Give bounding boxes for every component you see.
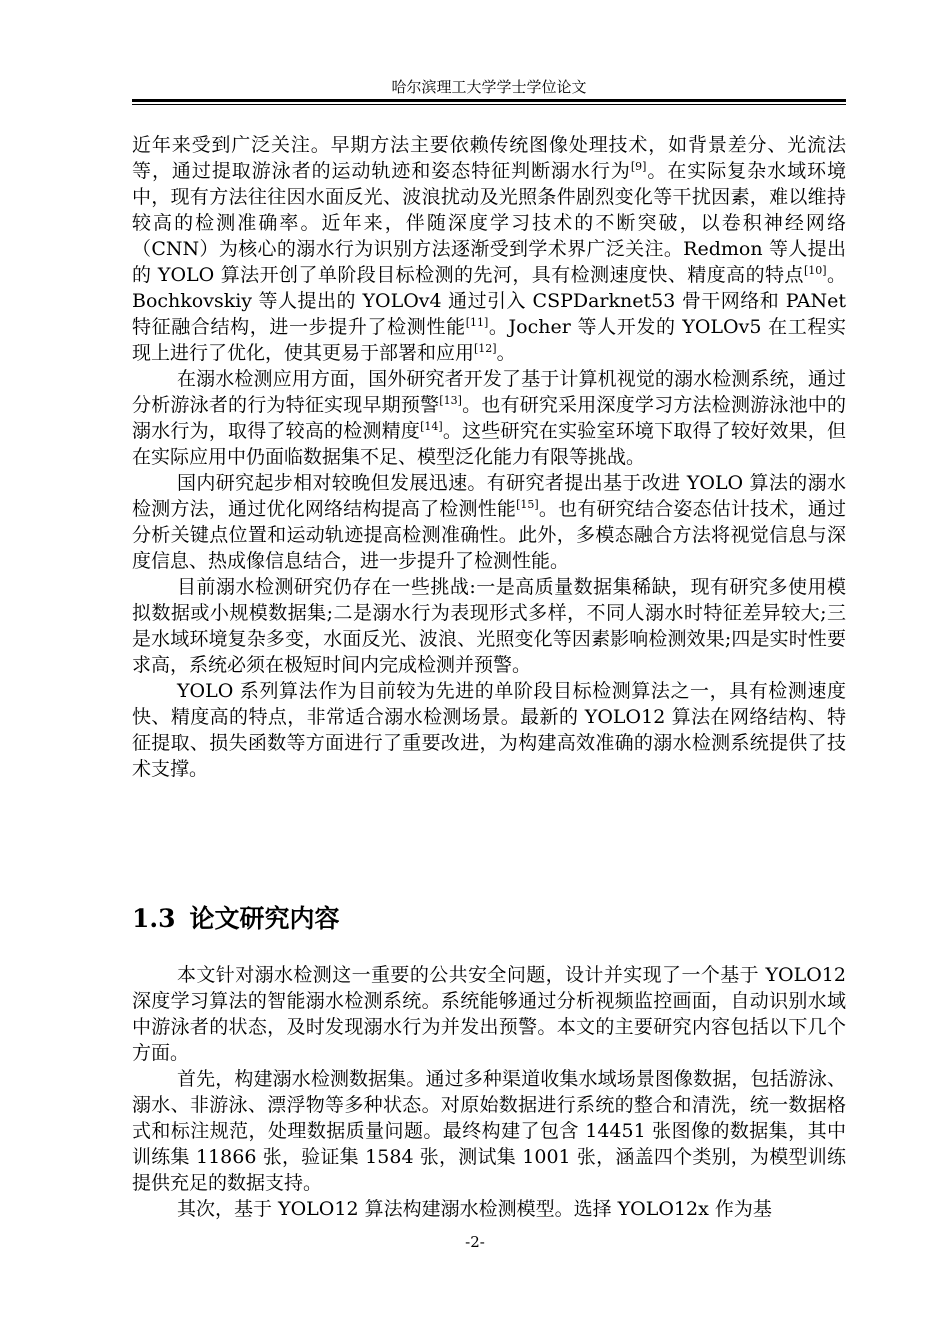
text-run: 。Jocher 等人开发的 YOLOv5 在工程实现上进行了优化，使其更易于部署和应用 <box>132 316 846 364</box>
body-text-top <box>132 132 846 782</box>
section-number: 1.3 <box>132 904 176 933</box>
citation: [15] <box>516 498 539 511</box>
text-run: 。这些研究在实验室环境下取得了较好效果，但在实际应用中仍面临数据集不足、模型泛化能力有限等挑战。 <box>132 420 846 468</box>
header-title: 哈尔滨理工大学学士学位论文 <box>391 78 587 96</box>
text-run: 。在实际复杂水域环境中，现有方法往往因水面反光、波浪扰动及光照条件剧烈变化等干扰因素，难以维持较高的检测准确率。近年来，伴随深度学习技术的不断突破，以卷积神经网络（CNN）为核心的溺水行为识别方法逐渐受到学术界广泛关注。Redmon 等人提出的 YOLO 算法开创了单阶段目标检测的先河，具有检测速度快、精度高的特点 <box>132 160 846 286</box>
text-run: 其次，基于 YOLO12 算法构建溺水检测模型。选择 YOLO12x 作为基 <box>177 1198 772 1220</box>
header-rule-thin <box>132 104 846 105</box>
text-run: 在溺水检测应用方面，国外研究者开发了基于计算机视觉的溺水检测系统，通过分析游泳者的行为特征实现早期预警 <box>132 368 846 416</box>
citation: [11] <box>465 316 489 329</box>
text-run: 本文针对溺水检测这一重要的公共安全问题，设计并实现了一个基于 YOLO12 深度学习算法的智能溺水检测系统。系统能够通过分析视频监控画面，自动识别水域中游泳者的状态，及时发现溺水行为并发出预警。本文的主要研究内容包括以下几个方面。 <box>132 964 846 1064</box>
citation: [13] <box>439 394 462 407</box>
text-run: 首先，构建溺水检测数据集。通过多种渠道收集水域场景图像数据，包括游泳、溺水、非游泳、漂浮物等多种状态。对原始数据进行系统的整合和清洗，统一数据格式和标注规范，处理数据质量问题。最终构建了包含 14451 张图像的数据集，其中训练集 11866 张，验证集 1584 张，测试集 1001 张，涵盖四个类别，为模型训练提供充足的数据支持。 <box>132 1068 846 1194</box>
text-run: 国内研究起步相对较晚但发展迅速。有研究者提出基于改进 YOLO 算法的溺水检测方法，通过优化网络结构提高了检测性能 <box>132 472 846 520</box>
paragraph <box>132 366 846 470</box>
page-header <box>132 66 846 100</box>
text-run: 。Bochkovskiy 等人提出的 YOLOv4 通过引入 CSPDarknet53 骨干网络和 PANet 特征融合结构，进一步提升了检测性能 <box>132 264 846 338</box>
paragraph <box>132 470 846 574</box>
section-heading <box>132 902 846 936</box>
text-run: 。 <box>496 342 516 364</box>
paragraph <box>132 1196 846 1222</box>
body-text-bottom <box>132 962 846 1222</box>
text-run: 。也有研究采用深度学习方法检测游泳池中的溺水行为，取得了较高的检测精度 <box>132 394 846 442</box>
text-run: 近年来受到广泛关注。早期方法主要依赖传统图像处理技术，如背景差分、光流法等，通过提取游泳者的运动轨迹和姿态特征判断溺水行为 <box>132 134 846 182</box>
citation: [12] <box>474 342 497 355</box>
text-run: 。也有研究结合姿态估计技术，通过分析关键点位置和运动轨迹提高检测准确性。此外，多模态融合方法将视觉信息与深度信息、热成像信息结合，进一步提升了检测性能。 <box>132 498 846 572</box>
header-rule-thick <box>132 99 846 102</box>
text-run: 目前溺水检测研究仍存在一些挑战:一是高质量数据集稀缺，现有研究多使用模拟数据或小规模数据集;二是溺水行为表现形式多样，不同人溺水时特征差异较大;三是水域环境复杂多变，水面反光、波浪、光照变化等因素影响检测效果;四是实时性要求高，系统必须在极短时间内完成检测并预警。 <box>132 576 846 676</box>
paragraph <box>132 678 846 782</box>
paragraph <box>132 132 846 366</box>
citation: [14] <box>420 420 443 433</box>
section-title: 论文研究内容 <box>189 904 340 933</box>
page-number: -2- <box>465 1233 485 1251</box>
text-run: YOLO 系列算法作为目前较为先进的单阶段目标检测算法之一，具有检测速度快、精度高的特点，非常适合溺水检测场景。最新的 YOLO12 算法在网络结构、特征提取、损失函数等方面进行了重要改进，为构建高效准确的溺水检测系统提供了技术支撑。 <box>132 680 846 780</box>
paragraph <box>132 1066 846 1196</box>
citation: [10] <box>803 264 827 277</box>
paragraph <box>132 962 846 1066</box>
paragraph <box>132 574 846 678</box>
citation: [9] <box>630 160 647 173</box>
